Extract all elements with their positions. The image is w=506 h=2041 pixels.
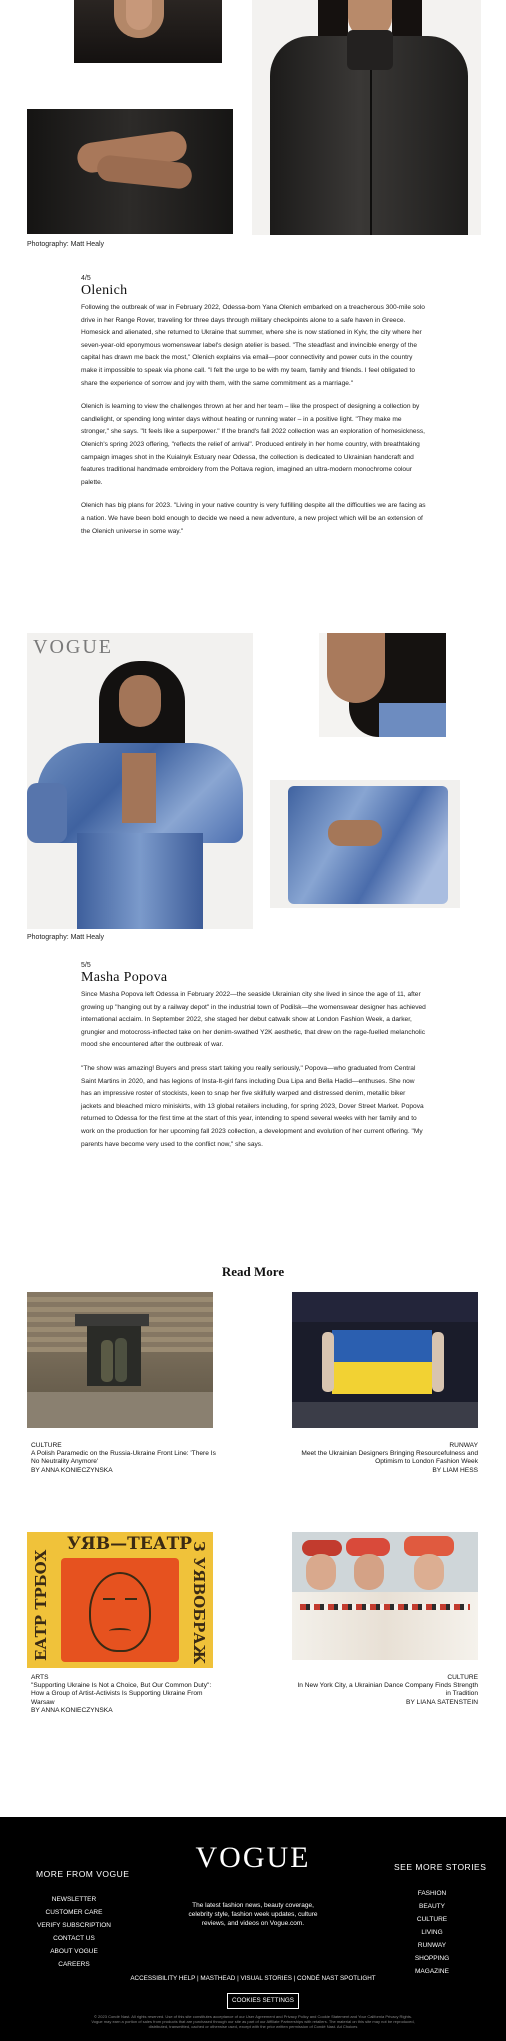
card-title[interactable]: "Supporting Ukraine Is Not a Choice, But Our Common Duty": How a Group of Artist-Activists Is Supporting Ukraine From Warsaw xyxy=(31,1682,212,1706)
paragraph: Following the outbreak of war in February 2022, Odessa-born Yana Olenich embarked on a treacherous 300-mile solo drive in her Range Rover, traveling for three days through military checkpoints alone to a safe haven in Greece. Homesick and alienated, she returned to Ukraine that summer, where she is now stationed in Kyiv, the city where her seven-year-old eponymous womenswear label's design atelier is based. "The steadfast and invincible energy of the capital has drawn me back the most," Olenich explains via email—poor connectivity and power cuts in the country make it impossible to speak via phone call. "I felt the urge to be with my team, family and friends. I feel obligated to share the experience of sorrow and joy with them, with the same commitment as a marriage." xyxy=(81,304,425,387)
footer-link-verify-subscription[interactable]: VERIFY SUBSCRIPTION xyxy=(37,1922,111,1929)
paragraph: Olenich is learning to view the challenges thrown at her and her team – like the prospect of designing a collection by candlelight, or spending long winter days without heating or running water – in a positive light. "They make me stronger," she says. "It feels like a superpower." If the brand's fall 2022 collection was an exploration of homesickness, Olenich's spring 2023 offering, "reflects the relief of arrival". Produced entirely in her home country, with breathtaking campaign images shot in the Kuialnyk Estuary near Odessa, the collection is dedicated to Ukrainian handcraft and features traditional handmade embroidery from the Poltava region, imagined an ultra-modern monochrome colour palette. xyxy=(81,403,426,486)
card-text-dance[interactable] xyxy=(292,1674,478,1707)
designer-name: Olenich xyxy=(81,283,128,298)
see-more-stories-links xyxy=(398,1887,466,1978)
footer-legal-links[interactable]: ACCESSIBILITY HELP | MASTHEAD | VISUAL STORIES | CONDÉ NAST SPOTLIGHT xyxy=(130,1975,376,1982)
card-byline: BY ANNA KONIECZYNSKA xyxy=(31,1706,113,1714)
designer-name: Masha Popova xyxy=(81,970,168,985)
card-byline: BY LIAM HESS xyxy=(432,1466,478,1474)
cookies-settings-button[interactable]: COOKIES SETTINGS xyxy=(227,1993,299,2009)
vogue-footer-logo[interactable]: VOGUE xyxy=(195,1841,311,1874)
poster-text-left: ЕАТР ТРБОХ xyxy=(32,1549,50,1661)
footer-fine-print: © 2023 Condé Nast. All rights reserved. Use of this site constitutes acceptance of our User Agreement and Privacy Policy and Cookie Statement and Your California Privacy Rights. Vogue may earn a portion of sales from products that are purchased through our site as part of our Affiliate Partnerships with retailers. The material on this site may not be reproduced, distributed, transmitted, cached or otherwise used, except with the prior written permission of Condé Nast. Ad Choices xyxy=(91,2014,415,2029)
card-byline: BY ANNA KONIECZYNSKA xyxy=(31,1466,113,1474)
photo-credit: Photography: Matt Healy xyxy=(27,934,105,941)
card-category: ARTS xyxy=(31,1674,49,1681)
footer-link-careers[interactable]: CAREERS xyxy=(58,1961,90,1968)
photo-model-denim-cover xyxy=(27,633,253,929)
footer-link-shopping[interactable]: SHOPPING xyxy=(414,1955,450,1962)
footer-link-fashion[interactable]: FASHION xyxy=(417,1890,447,1897)
card-title[interactable]: A Polish Paramedic on the Russia-Ukraine Front Line: 'There Is No Neutrality Anymore' xyxy=(31,1450,216,1466)
footer-link-magazine[interactable]: MAGAZINE xyxy=(415,1968,449,1975)
photo-model-face-crop xyxy=(74,0,222,63)
card-image-runway-flag[interactable] xyxy=(292,1292,478,1428)
card-image-theatre-poster[interactable] xyxy=(27,1532,213,1668)
designer-section-masha-popova xyxy=(81,962,426,1162)
photo-denim-jacket-detail xyxy=(270,780,460,908)
photo-model-face-closeup xyxy=(319,633,446,737)
footer-link-about-vogue[interactable]: ABOUT VOGUE xyxy=(50,1948,98,1955)
footer-link-newsletter[interactable]: NEWSLETTER xyxy=(51,1896,97,1903)
poster-text-right: З УЯВОБРАЖ xyxy=(190,1541,208,1665)
vogue-logo: VOGUE xyxy=(33,636,113,658)
see-more-stories-heading: SEE MORE STORIES xyxy=(394,1862,487,1872)
paragraph: "The show was amazing! Buyers and press start taking you really seriously," Popova—who graduated from Central Saint Martins in 2020, and has legions of Insta-It-girl fans including Dua Lipa and Bella Hadid—enthuses. She now has an impressive roster of stockists, keen to snap her five skilfully warped and distressed denim, metallic biker jackets and bleached micro miniskirts, with 13 global retailers including, for spring 2023, Dover Street Market. Popova returned to Odessa for the first time at the start of this year, intending to spend several weeks with her family and to work on the production for her upcoming fall 2023 collection, a development and evolution of her current offering. "My parents have become very used to the conflict now," she says. xyxy=(81,1064,424,1148)
card-category: CULTURE xyxy=(31,1442,62,1449)
card-text-arts[interactable] xyxy=(31,1674,217,1715)
card-title[interactable]: Meet the Ukrainian Designers Bringing Resourcefulness and Optimism to London Fashion Week xyxy=(301,1450,478,1466)
footer-tagline: The latest fashion news, beauty coverage, celebrity style, fashion week updates, culture reviews, and videos on Vogue.com. xyxy=(188,1902,318,1927)
photo-model-leather-jacket xyxy=(252,0,481,235)
card-byline: BY LIANA SATENSTEIN xyxy=(406,1698,478,1706)
footer-link-customer-care[interactable]: CUSTOMER CARE xyxy=(45,1909,103,1916)
footer-link-runway[interactable]: RUNWAY xyxy=(417,1942,447,1949)
card-image-dance-company[interactable] xyxy=(292,1532,478,1660)
section-number: 5/5 xyxy=(81,962,91,969)
photo-credit: Photography: Matt Healy xyxy=(27,241,105,248)
footer-link-contact-us[interactable]: CONTACT US xyxy=(53,1935,95,1942)
more-from-vogue-links xyxy=(34,1893,114,1971)
card-image-paramedic[interactable] xyxy=(27,1292,213,1428)
more-from-vogue-heading: MORE FROM VOGUE xyxy=(36,1869,130,1879)
paragraph: Olenich has big plans for 2023. "Living in your native country is very fulfilling despite all the difficulties we are facing as a nation. We have been bold enough to decide we need a new adventure, a new project which will be an extension of the Olenich universe in some way." xyxy=(81,502,426,535)
card-category: RUNWAY xyxy=(449,1442,478,1449)
paragraph: Since Masha Popova left Odessa in February 2022—the seaside Ukrainian city she lived in since the age of 11, after growing up "hanging out by a railway depot" in the industrial town of Podilsk—the womenswear designer has achieved international acclaim. In September 2022, she staged her debut catwalk show at London Fashion Week, a darker, grungier and motocross-inflected take on her denim-swathed Y2K aesthetic, that drew on the rage-fuelled melancholic mood she encountered after the outbreak of war. xyxy=(81,991,426,1049)
card-title[interactable]: In New York City, a Ukrainian Dance Company Finds Strength in Tradition xyxy=(297,1682,478,1698)
read-more-heading: Read More xyxy=(221,1264,285,1279)
designer-section-olenich xyxy=(81,275,426,549)
card-text-runway[interactable] xyxy=(292,1442,478,1475)
card-category: CULTURE xyxy=(447,1674,478,1681)
card-text-paramedic[interactable] xyxy=(31,1442,217,1475)
footer-link-beauty[interactable]: BEAUTY xyxy=(418,1903,445,1910)
poster-text-top: УЯВ—ТЕАТР xyxy=(67,1534,193,1554)
section-number: 4/5 xyxy=(81,275,91,282)
footer-link-culture[interactable]: CULTURE xyxy=(416,1916,448,1923)
footer-link-living[interactable]: LIVING xyxy=(421,1929,443,1936)
site-footer xyxy=(0,1817,506,2041)
photo-hands-crossed xyxy=(27,109,233,234)
